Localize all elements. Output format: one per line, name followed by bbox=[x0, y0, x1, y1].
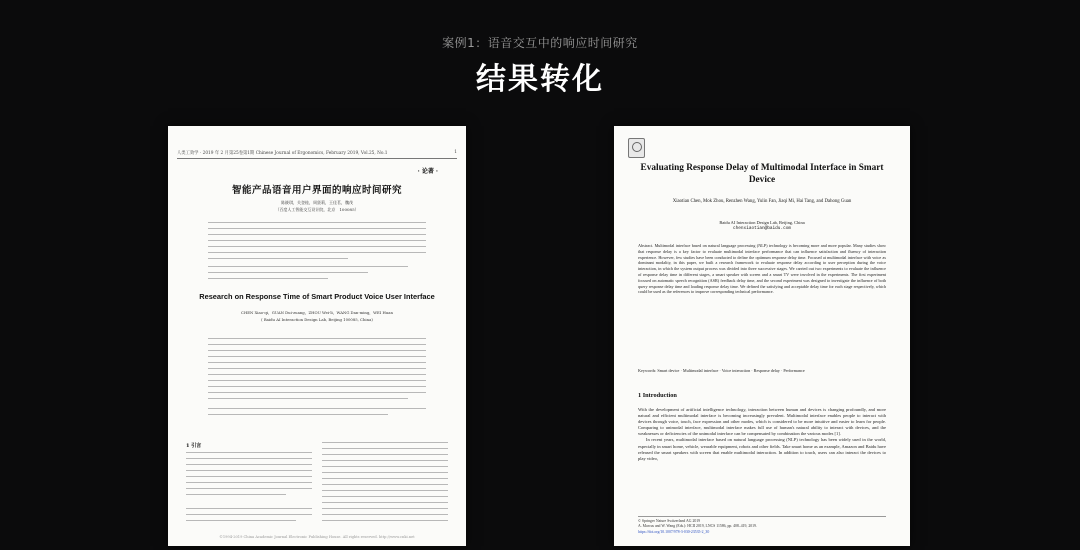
footer-copyright: © Springer Nature Switzerland AG 2019 bbox=[638, 519, 701, 523]
publication-footer bbox=[638, 516, 886, 535]
footer-citation: A. Marcus and W. Wang (Eds.): HCII 2019, LNCS 11586, pp. 408–419, 2019. bbox=[638, 524, 757, 529]
paper-title: Evaluating Response Delay of Multimodal Interface in Smart Device bbox=[640, 163, 884, 185]
affiliation-en: ( Baidu AI Interaction Design Lab, Beijing 100085, China) bbox=[261, 317, 373, 322]
authors: Xiaotian Chen, Mok Zhou, Renzhen Wang, Yulin Fan, Jiaqi Mi, Hai Tang, and Dahong Guan bbox=[672, 199, 852, 204]
abstract: Abstract. Multimodal interface based on natural language processing (NLP) technology is becoming more and more popular. Many studies show that response delay is a key factor to evaluate multimodal interface performance that can influence satisfaction and fluency of interaction experience. However, few studies have been conducted to define the optimum response delay time. Focused at multimodal interface with voice as dominant modality, in this paper, we built a research framework to evaluate response delay according to user perception during the voice interaction, in which the system output process was divided into three successive stages. We carried out two experiments to evaluate the influence of response delay time in different stages, a smart speaker with screen and a smart TV were involved in the experiments. The first experiment focused on automatic speech recognition (ASR) feedback delay time, and the second experiment was designed to investigate the influence of both query response delay time and loading response delay time. We defined the satisfying and acceptable delay time for each stage respectively, which could be used as the references to improve corresponding technical performance. bbox=[638, 243, 886, 295]
paper-title-en: Research on Response Time of Smart Product Voice User Interface bbox=[199, 292, 435, 301]
copyright-footer: ©1994-2019 China Academic Journal Electronic Publishing House. All rights reserved. http://www.cnki.net bbox=[219, 535, 415, 539]
section-tag: · 论著 · bbox=[417, 168, 438, 175]
section-1-heading: 1 Introduction bbox=[638, 392, 677, 399]
doi-link[interactable]: https://doi.org/10.1007/978-3-030-23535-2_30 bbox=[638, 529, 710, 534]
intro-paragraph-1: With the development of artificial intelligence technology, interaction between human and devices is changing profoundly, and more natural and efficient multimodal interface is becoming increasingly prevalent. Multimodal interface enables people to interact with devices through voice, touch, face expression and other modes, which is considered to be more intuitive and easier to learn for people. Comparing to unimodal interface, multimodal interface makes full use of human's natural ability to interact with devices, and the weaknesses or deficiencies of the unimodal interface can be compensated by combination the various modes [1]. bbox=[638, 407, 886, 437]
check-for-updates-icon bbox=[628, 138, 645, 158]
paper-en-article bbox=[614, 126, 910, 546]
page-title: 结果转化 bbox=[476, 62, 604, 97]
paper-title-cn: 智能产品语音用户界面的响应时间研究 bbox=[231, 185, 402, 196]
affiliation-cn: （百度人工智能交互设计院，北京 100085） bbox=[275, 207, 359, 212]
running-head bbox=[177, 150, 457, 159]
page-number: 1 bbox=[454, 150, 457, 155]
email: chenxiaotian@baidu.com bbox=[733, 226, 791, 231]
intro-paragraph-2: In recent years, multimodal interface based on natural language processing (NLP) technology has been widely used in the world, especially in smart home, vehicle, wearable equipment, robots and other fields. Take smart home as an example, Amazon and Baidu have released the smart speakers with screen that enable multimodal interaction. In addition to touch, users can also interact the devices to play video, bbox=[638, 437, 886, 461]
authors-cn: 陈筱琪，关登桂，周贤莉，王佳茗，魏茂 bbox=[281, 200, 353, 205]
affiliation-text: Baidu AI Interaction Design Lab, Beijing, China bbox=[719, 220, 805, 225]
keywords: Keywords: Smart device · Multimodal interface · Voice interaction · Response delay · Performance bbox=[638, 368, 805, 373]
affiliation bbox=[624, 220, 900, 232]
page-subtitle: 案例1：语音交互中的响应时间研究 bbox=[442, 36, 638, 50]
running-head-text: 人类工效学 · 2019 年 2 月第25卷第1期 Chinese Journal of Ergonomics, February 2019, Vol.25, No.1 bbox=[177, 151, 388, 156]
section-1-heading: 1 引言 bbox=[186, 443, 202, 449]
introduction-text bbox=[638, 407, 886, 462]
authors-en: CHEN Xiao-qi，GUAN Dui-zuang，ZHOU Wei-li，WANG Dan-ming，WEI Huan bbox=[241, 310, 393, 315]
paper-cn-article bbox=[168, 126, 466, 546]
